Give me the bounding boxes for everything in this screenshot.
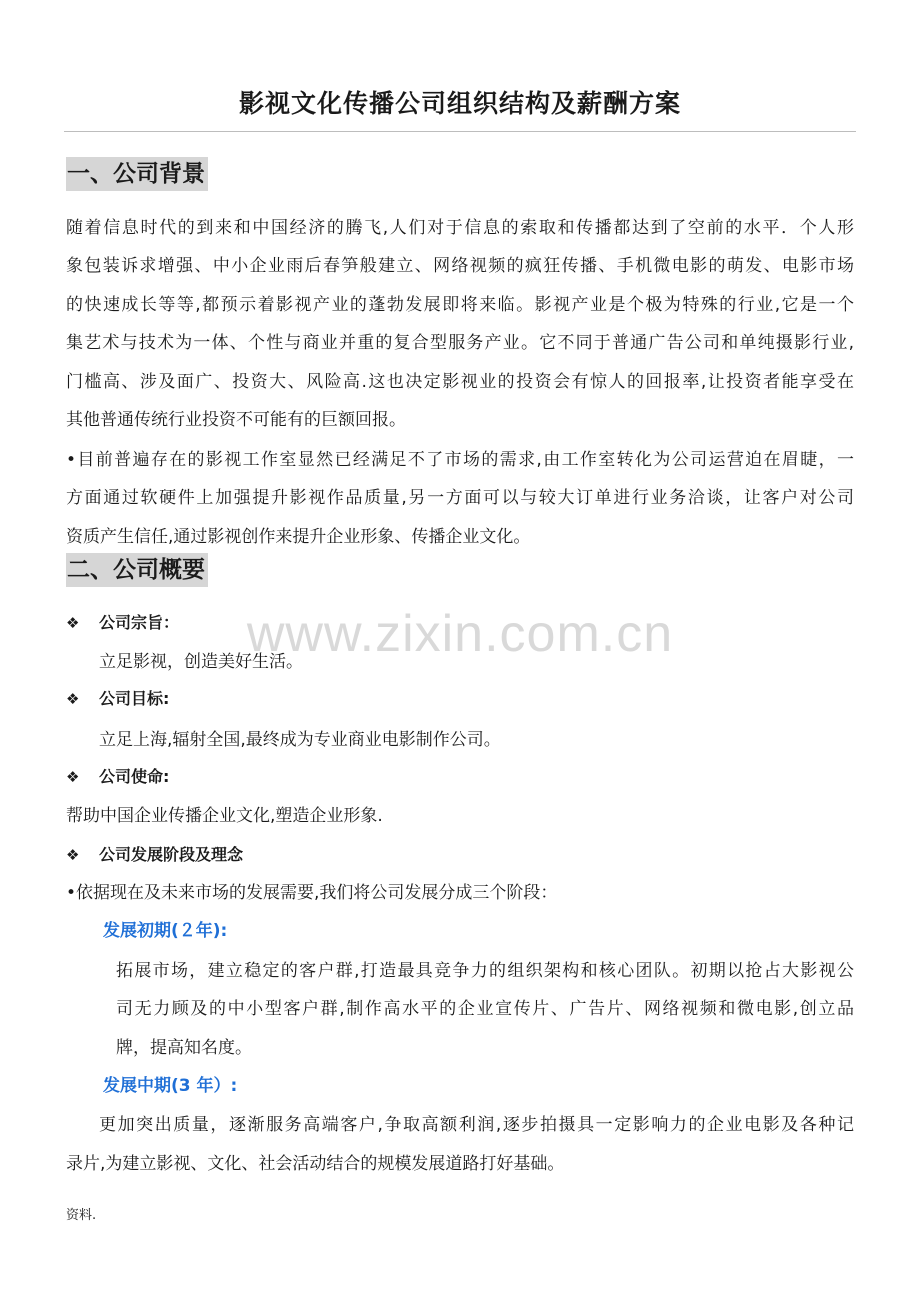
diamond-bullet-icon: ❖ xyxy=(66,846,80,864)
background-paragraph-line: 门槛高、涉及面广、投资大、风险高.这也决定影视业的投资会有惊人的回报率,让投资者能享受在 xyxy=(66,372,854,392)
background-paragraph-line: 的快速成长等等,都预示着影视产业的蓬勃发展即将来临。影视产业是个极为特殊的行业,它是一个 xyxy=(66,295,854,315)
tenet-text: 立足影视，创造美好生活。 xyxy=(99,652,303,672)
background-paragraph-line: 随着信息时代的到来和中国经济的腾飞,人们对于信息的索取和传播都达到了空前的水平．个人形 xyxy=(66,218,854,238)
diamond-bullet-icon: ❖ xyxy=(66,614,80,632)
stages-label: 公司发展阶段及理念 xyxy=(99,845,244,864)
goal-label: 公司目标: xyxy=(99,689,170,708)
background-paragraph-2-line: •目前普遍存在的影视工作室显然已经满足不了市场的需求,由工作室转化为公司运营迫在眉睫，一 xyxy=(66,450,854,470)
background-paragraph-line: 其他普通传统行业投资不可能有的巨额回报。 xyxy=(66,410,406,430)
section-heading-background: 一、公司背景 xyxy=(66,157,208,191)
title-divider xyxy=(64,131,856,132)
section-heading-overview: 二、公司概要 xyxy=(66,553,208,587)
mission-text: 帮助中国企业传播企业文化,塑造企业形象. xyxy=(66,806,383,826)
watermark: www.zixin.com.cn xyxy=(246,605,674,663)
document-title: 影视文化传播公司组织结构及薪酬方案 xyxy=(238,89,681,118)
background-paragraph-2-line: 资质产生信任,通过影视创作来提升企业形象、传播企业文化。 xyxy=(66,527,531,547)
stage2-line: 录片,为建立影视、文化、社会活动结合的规模发展道路打好基础。 xyxy=(66,1154,565,1174)
stage1-line: 牌，提高知名度。 xyxy=(116,1038,252,1058)
stage2-line: 更加突出质量，逐渐服务高端客户,争取高额利润,逐步拍摄具一定影响力的企业电影及各种记 xyxy=(99,1115,854,1135)
tenet-label: 公司宗旨： xyxy=(99,613,180,632)
goal-text: 立足上海,辐射全国,最终成为专业商业电影制作公司。 xyxy=(99,730,501,750)
mission-label: 公司使命: xyxy=(99,767,170,786)
background-paragraph-line: 集艺术与技术为一体、个性与商业并重的复合型服务产业。它不同于普通广告公司和单纯摄影行业, xyxy=(66,333,854,353)
page-footer: 资料. xyxy=(66,1208,97,1223)
stage1-line: 司无力顾及的中小型客户群,制作高水平的企业宣传片、广告片、网络视频和微电影,创立品 xyxy=(116,999,854,1019)
diamond-bullet-icon: ❖ xyxy=(66,768,80,786)
stages-intro: •依据现在及未来市场的发展需要,我们将公司发展分成三个阶段： xyxy=(66,883,558,903)
stage1-line: 拓展市场，建立稳定的客户群,打造最具竞争力的组织架构和核心团队。初期以抢占大影视公 xyxy=(116,961,854,981)
stage1-title: 发展初期(２年): xyxy=(103,921,228,941)
background-paragraph-line: 象包装诉求增强、中小企业雨后春笋般建立、网络视频的疯狂传播、手机微电影的萌发、电影市场 xyxy=(66,256,854,276)
stage2-title: 发展中期(3 年）: xyxy=(103,1076,238,1096)
diamond-bullet-icon: ❖ xyxy=(66,690,80,708)
background-paragraph-2-line: 方面通过软硬件上加强提升影视作品质量,另一方面可以与较大订单进行业务洽谈，让客户对公司 xyxy=(66,488,854,508)
